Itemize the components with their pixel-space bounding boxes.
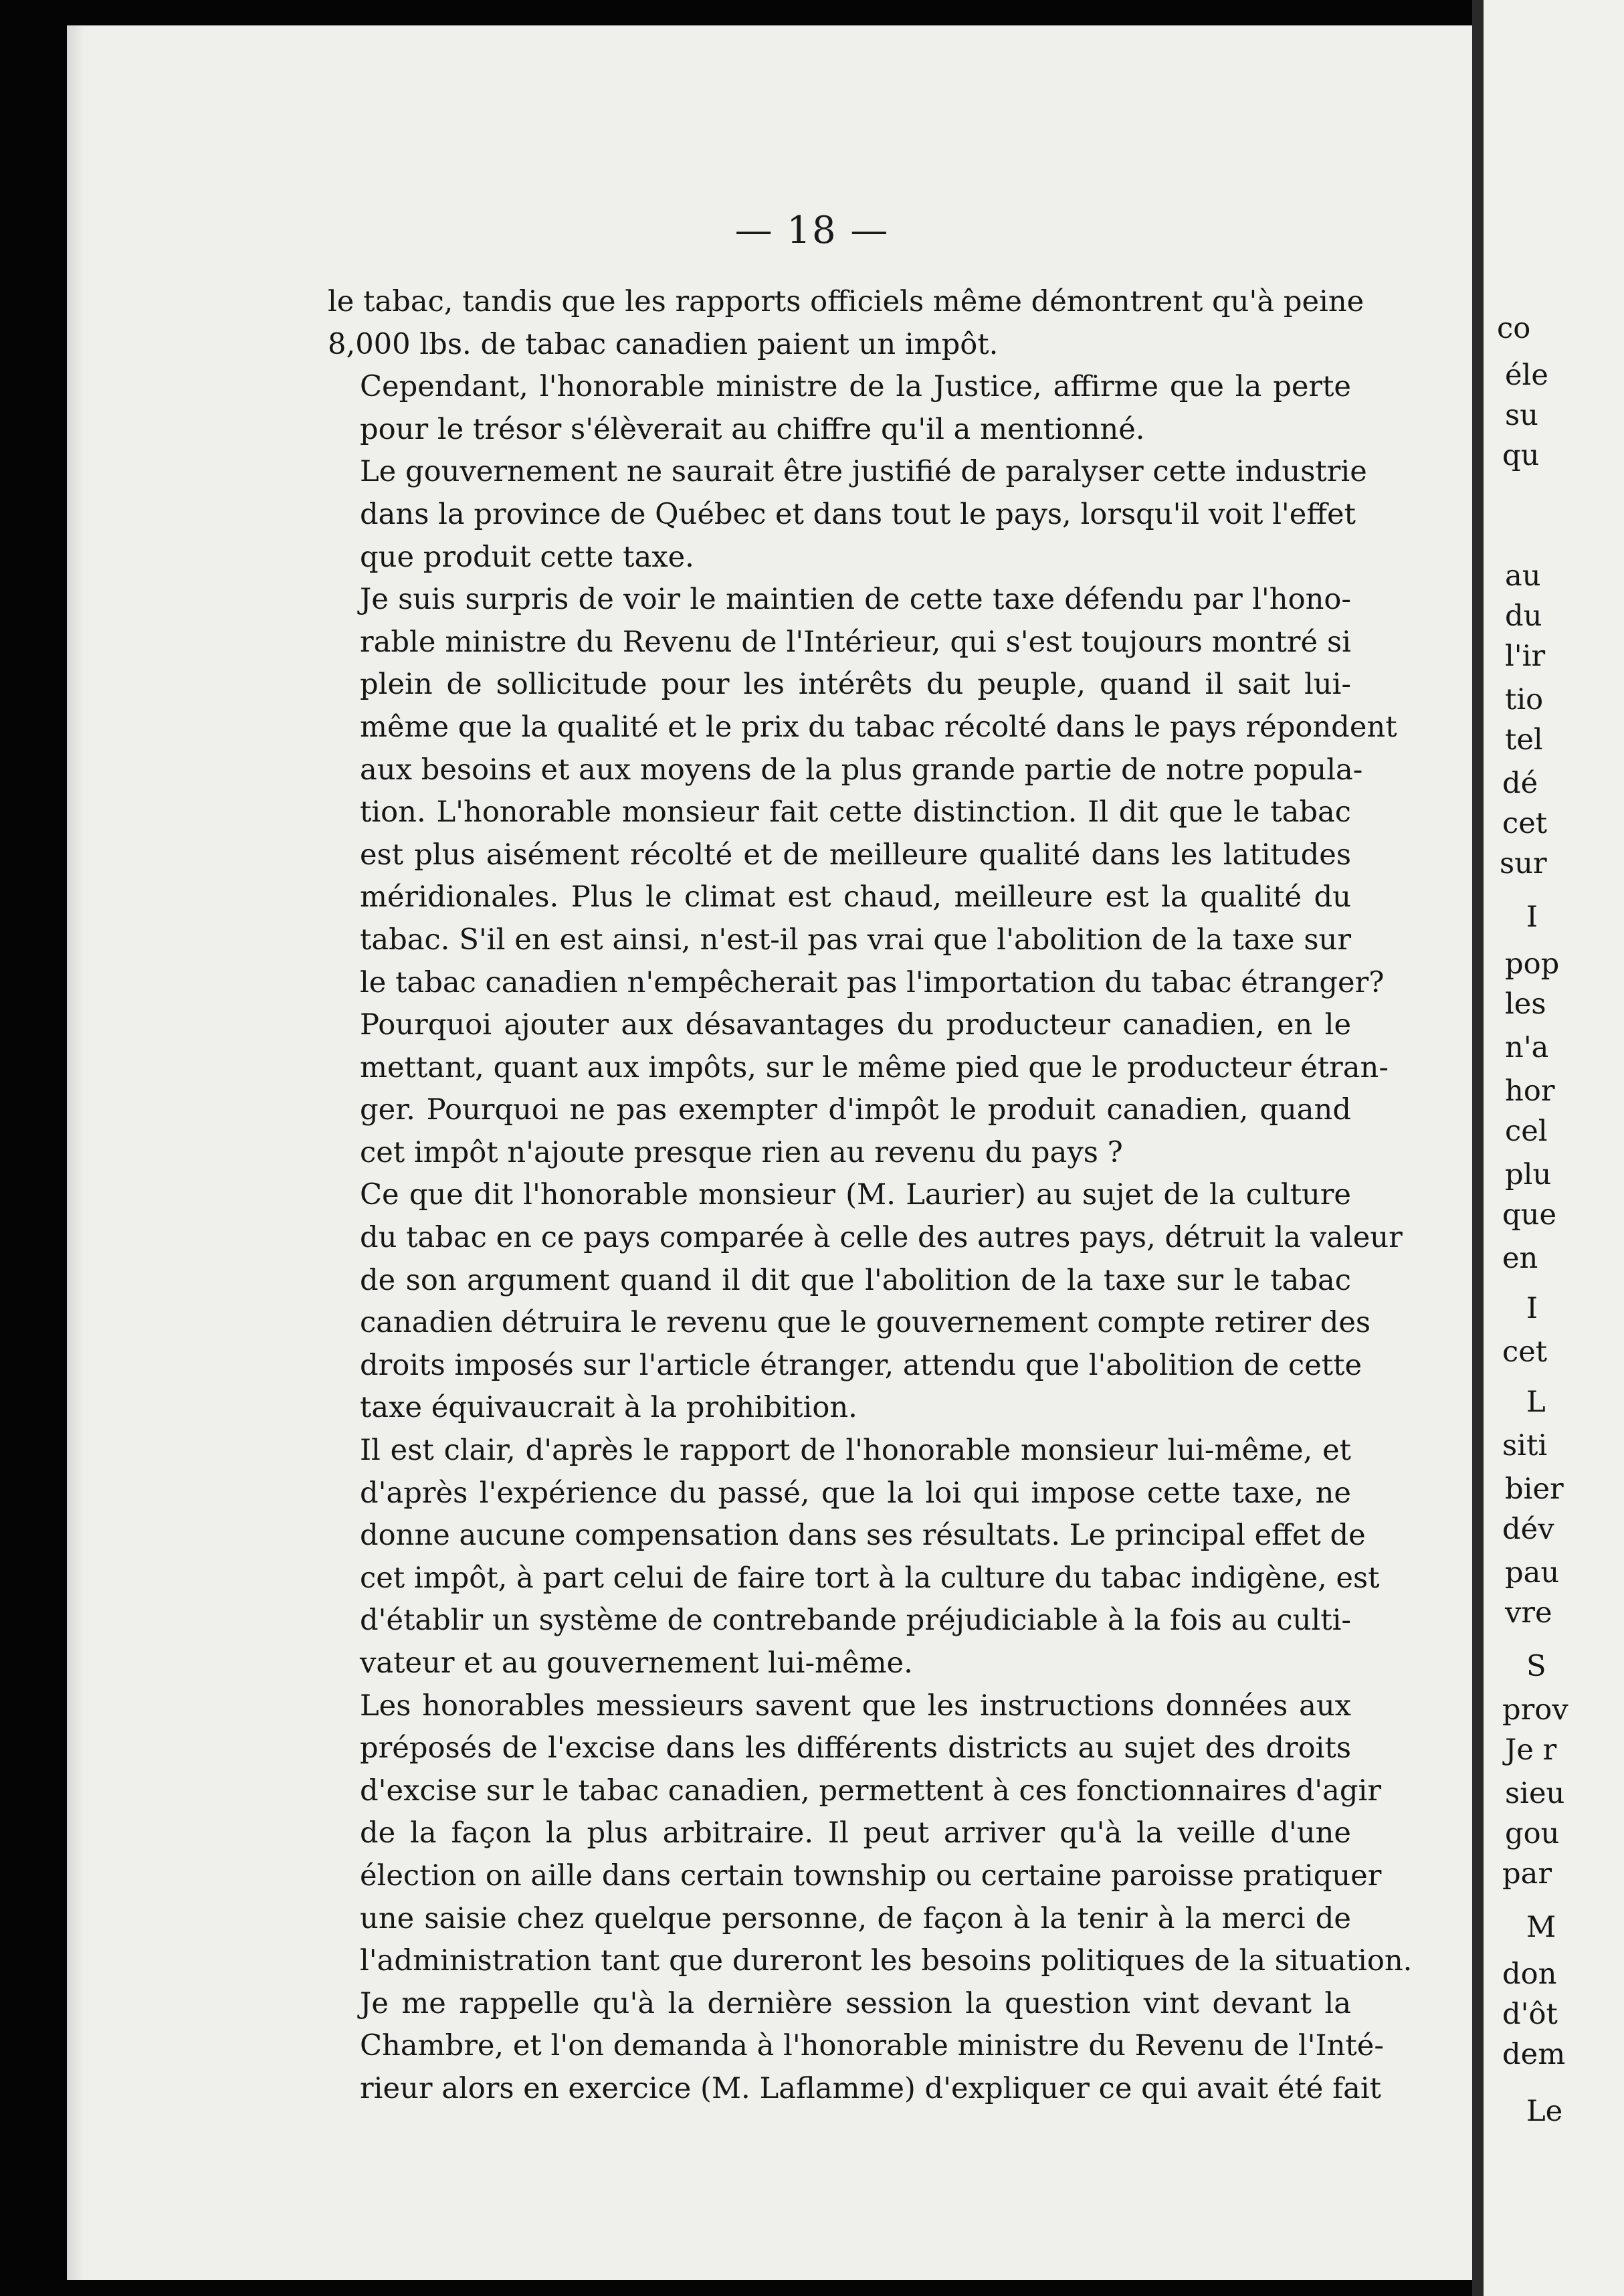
text-line: Le gouvernement ne saurait être justifié de paralyser cette industrie [360, 455, 1367, 489]
facing-page-fragment: en [1502, 1242, 1538, 1275]
facing-page-fragment: don [1502, 1957, 1557, 1991]
text-line: cet impôt n'ajoute presque rien au revenu du pays ? [360, 1135, 1123, 1169]
paragraph [328, 579, 1397, 1174]
facing-page-fragment: S [1526, 1650, 1546, 1683]
facing-page-fragment: cet [1502, 807, 1548, 840]
facing-page-fragment: I [1526, 900, 1538, 934]
facing-page-fragment: L [1526, 1385, 1546, 1419]
text-line: Ce que dit l'honorable monsieur (M. Laurier) au sujet de la culture [360, 1178, 1351, 1212]
facing-page-fragment: cet [1502, 1335, 1548, 1369]
facing-page-fragment: éle [1505, 359, 1548, 392]
facing-page-fragment: Je r [1505, 1733, 1557, 1767]
text-line: dans la province de Québec et dans tout le pays, lorsqu'il voit l'effet [360, 497, 1356, 531]
text-line: vateur et au gouvernement lui-même. [360, 1646, 913, 1680]
page-edge-shadow [67, 25, 84, 2280]
text-line: le tabac canadien n'empêcherait pas l'importation du tabac étranger? [360, 965, 1385, 999]
facing-page-fragment: M [1526, 1911, 1556, 1944]
text-line: d'établir un système de contrebande préjudiciable à la fois au culti- [360, 1604, 1351, 1638]
facing-page-fragment: siti [1502, 1429, 1548, 1462]
facing-page-fragment: vre [1505, 1596, 1552, 1630]
text-line: Les honorables messieurs savent que les instructions données aux [360, 1689, 1351, 1723]
text-line: aux besoins et aux moyens de la plus grande partie de notre popula- [360, 753, 1363, 787]
facing-page-fragment: qu [1502, 439, 1540, 472]
text-line: Cependant, l'honorable ministre de la Justice, affirme que la perte [360, 370, 1351, 404]
text-line: même que la qualité et le prix du tabac récolté dans le pays répondent [360, 710, 1397, 744]
text-line: est plus aisément récolté et de meilleure qualité dans les latitudes [360, 838, 1351, 872]
page-number: — 18 — [734, 209, 890, 252]
text-line: cet impôt, à part celui de faire tort à la culture du tabac indigène, est [360, 1561, 1380, 1595]
facing-page-fragment: gou [1505, 1817, 1560, 1850]
text-line: mettant, quant aux impôts, sur le même pied que le producteur étran- [360, 1050, 1389, 1084]
facing-page-fragment: I [1526, 1292, 1538, 1325]
text-line: de la façon la plus arbitraire. Il peut arriver qu'à la veille d'une [360, 1816, 1351, 1850]
text-line: tion. L'honorable monsieur fait cette distinction. Il dit que le tabac [360, 795, 1351, 830]
text-line: canadien détruira le revenu que le gouvernement compte retirer des [360, 1306, 1371, 1340]
text-line: tabac. S'il en est ainsi, n'est-il pas vrai que l'abolition de la taxe sur [360, 923, 1351, 957]
text-line: Chambre, et l'on demanda à l'honorable ministre du Revenu de l'Inté- [360, 2029, 1384, 2063]
text-line: rable ministre du Revenu de l'Intérieur, qui s'est toujours montré si [360, 625, 1351, 659]
text-line: ger. Pourquoi ne pas exempter d'impôt le produit canadien, quand [360, 1093, 1351, 1127]
text-line: de son argument quand il dit que l'abolition de la taxe sur le tabac [360, 1263, 1351, 1297]
paragraph [328, 1983, 1384, 2111]
text-line: Je me rappelle qu'à la dernière session la question vint devant la [360, 1986, 1351, 2020]
facing-page-fragment: d'ôt [1502, 1998, 1558, 2031]
facing-page-fragment: sur [1500, 847, 1547, 880]
facing-page-fragment: prov [1502, 1693, 1568, 1727]
facing-page-fragment: que [1502, 1198, 1557, 1232]
text-line: le tabac, tandis que les rapports officiels même démontrent qu'à peine [328, 285, 1364, 318]
text-line: pour le trésor s'élèverait au chiffre qu'il a mentionné. [360, 412, 1145, 446]
facing-page-fragment: plu [1505, 1158, 1552, 1191]
facing-page-fragment: sieu [1505, 1777, 1565, 1810]
facing-page-fragment: les [1505, 987, 1546, 1021]
text-line: rieur alors en exercice (M. Laflamme) d'expliquer ce qui avait été fait [360, 2071, 1381, 2105]
facing-page-fragment: au [1505, 559, 1541, 593]
facing-page-fragment: tel [1505, 723, 1543, 757]
text-line: d'excise sur le tabac canadien, permettent à ces fonctionnaires d'agir [360, 1774, 1381, 1808]
text-line: taxe équivaucrait à la prohibition. [360, 1391, 857, 1425]
facing-page-fragment: tio [1505, 683, 1544, 716]
facing-page-fragment: dév [1502, 1513, 1554, 1546]
facing-page-fragment: n'a [1505, 1031, 1549, 1064]
paragraph [328, 1174, 1403, 1430]
facing-page-fragment: par [1502, 1857, 1552, 1891]
facing-page-fragment: Le [1526, 2095, 1563, 2128]
facing-page-fragment: du [1505, 599, 1542, 633]
paragraph [328, 1685, 1413, 1983]
text-line: une saisie chez quelque personne, de façon à la tenir à la merci de [360, 1901, 1351, 1935]
facing-page-fragment: cel [1505, 1115, 1548, 1148]
facing-page-fragment: l'ir [1505, 640, 1546, 673]
text-line: Je suis surpris de voir le maintien de cette taxe défendu par l'hono- [360, 583, 1351, 617]
text-line: d'après l'expérience du passé, que la loi qui impose cette taxe, ne [360, 1476, 1351, 1510]
facing-page-fragment: bier [1505, 1472, 1564, 1506]
text-line: l'administration tant que dureront les besoins politiques de la situation. [360, 1944, 1413, 1978]
page-body [328, 281, 1413, 2111]
facing-page-fragment: pop [1505, 947, 1560, 981]
text-line: plein de sollicitude pour les intérêts du peuple, quand il sait lui- [360, 668, 1351, 702]
text-line: méridionales. Plus le climat est chaud, meilleure est la qualité du [360, 880, 1351, 915]
paragraph [328, 1430, 1380, 1685]
facing-page-fragment: dem [1502, 2038, 1566, 2071]
text-line: préposés de l'excise dans les différents districts au sujet des droits [360, 1731, 1351, 1765]
facing-page-fragment: pau [1505, 1556, 1560, 1590]
text-line: droits imposés sur l'article étranger, attendu que l'abolition de cette [360, 1348, 1362, 1382]
facing-page-fragment: su [1505, 399, 1538, 432]
binding-gutter [1472, 0, 1484, 2296]
paragraph [328, 451, 1367, 579]
text-line: que produit cette taxe. [360, 540, 694, 574]
paragraph [328, 366, 1351, 451]
facing-page-fragment: hor [1505, 1074, 1555, 1108]
facing-page-fragment: dé [1502, 767, 1538, 800]
text-line: du tabac en ce pays comparée à celle des autres pays, détruit la valeur [360, 1221, 1403, 1255]
text-line: Il est clair, d'après le rapport de l'honorable monsieur lui-même, et [360, 1434, 1351, 1468]
text-line: élection on aille dans certain township ou certaine paroisse pratiquer [360, 1858, 1382, 1893]
text-line: Pourquoi ajouter aux désavantages du producteur canadien, en le [360, 1008, 1351, 1042]
text-line: 8,000 lbs. de tabac canadien paient un impôt. [328, 327, 999, 361]
text-line: donne aucune compensation dans ses résultats. Le principal effet de [360, 1519, 1366, 1553]
facing-page-fragment: co [1497, 312, 1531, 345]
paragraph [328, 281, 1364, 366]
